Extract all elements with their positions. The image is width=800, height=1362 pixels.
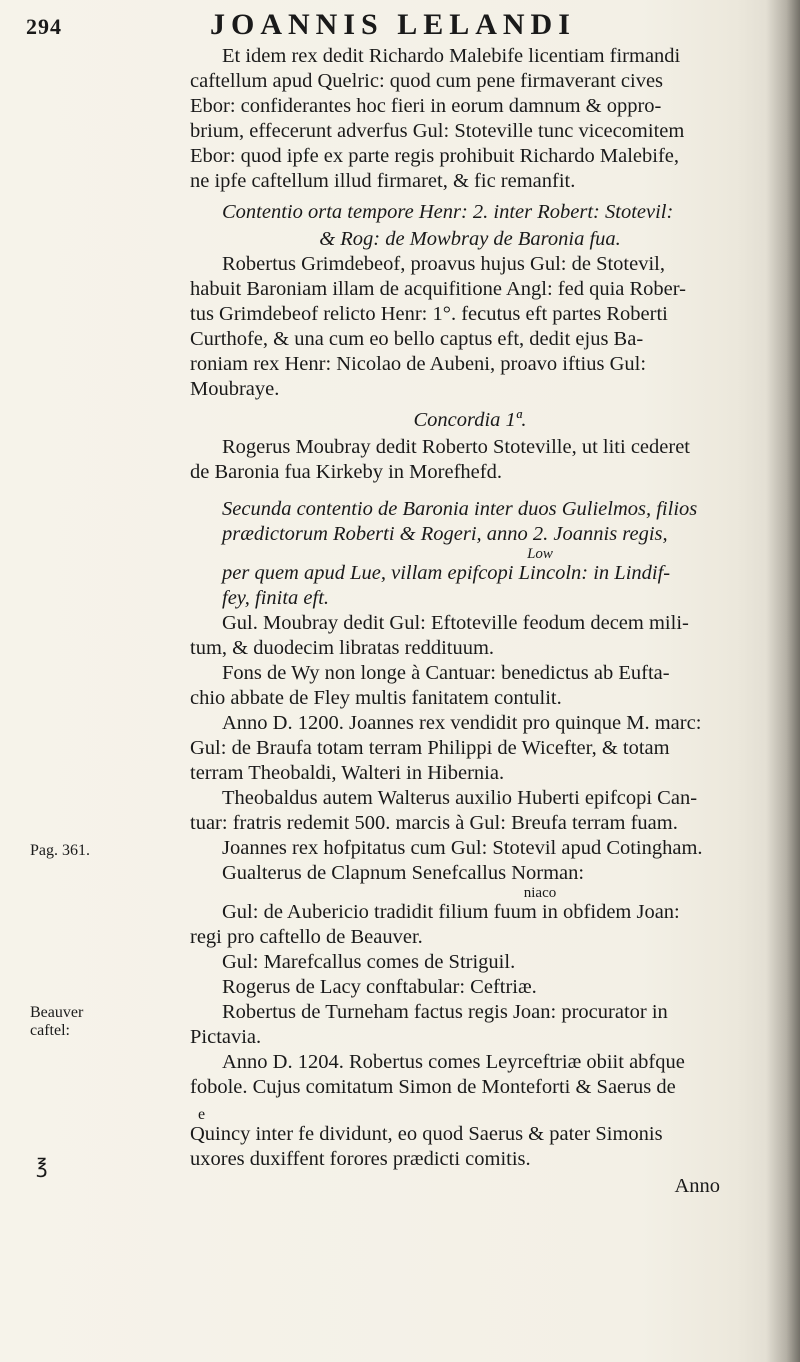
margin-note-beauver (30, 1004, 83, 1040)
text-line: tuar: fratris redemit 500. marcis à Gul: Breufa terram fuam. (190, 812, 678, 834)
text-line: Rogerus Moubray dedit Roberto Stoteville, ut liti cederet (222, 436, 690, 458)
text-line: terram Theobaldi, Walteri in Hibernia. (190, 762, 505, 784)
text-line: Gualterus de Clapnum Senefcallus Norman: (222, 862, 585, 884)
interlinear-note: niaco (523, 885, 557, 901)
text-line: ne ipfe caftellum illud firmaret, & fic remanfit. (190, 170, 576, 192)
text-line: tus Grimdebeof relicto Henr: 1°. fecutus eft partes Roberti (190, 303, 668, 325)
margin-note-page-ref: Pag. 361. (30, 842, 90, 859)
margin-mark-symbol: ℥ (36, 1156, 48, 1178)
text-line: Et idem rex dedit Richardo Malebife licentiam firmandi (222, 45, 681, 67)
section-heading: Secunda contentio de Baronia inter duos Gulielmos, filios (222, 498, 698, 520)
text-line: habuit Baroniam illam de acquifitione Angl: fed quia Rober- (190, 278, 687, 300)
text-line: caftellum apud Quelric: quod cum pene firmaverant cives (190, 70, 664, 92)
main-text-column (190, 44, 750, 1199)
text-line: Moubraye. (190, 378, 280, 400)
text-line: uxores duxiffent forores prædicti comitis. (190, 1148, 531, 1170)
section-heading: per quem apud Lue, villam epifcopi Lincoln: in Lindif- (222, 562, 671, 584)
text-line: Ebor: confiderantes hoc fieri in eorum damnum & oppro- (190, 95, 662, 117)
text-line: regi pro caftello de Beauver. (190, 926, 423, 948)
section-heading: prædictorum Roberti & Rogeri, anno 2. Joannis regis, (222, 523, 668, 545)
text-line: Pictavia. (190, 1026, 262, 1048)
text-line: Gul: de Aubericio tradidit filium fuum in obfidem Joan: (222, 901, 680, 923)
text-line: Ebor: quod ipfe ex parte regis prohibuit Richardo Malebife, (190, 145, 680, 167)
interlinear-note: Low (527, 546, 553, 562)
interlinear-note: e (198, 1106, 206, 1123)
text-line: Theobaldus autem Walterus auxilio Huberti epifcopi Can- (222, 787, 698, 809)
text-line: Joannes rex hofpitatus cum Gul: Stotevil apud Cotingham. (222, 837, 703, 859)
text-line: chio abbate de Fley multis fanitatem contulit. (190, 687, 562, 709)
text-line: Gul: de Braufa totam terram Philippi de Wicefter, & totam (190, 737, 670, 759)
text-line: Robertus Grimdebeof, proavus hujus Gul: de Stotevil, (222, 253, 665, 275)
text-line: Rogerus de Lacy conftabular: Ceftriæ. (222, 976, 537, 998)
page-edge-shadow (766, 0, 800, 1362)
text-line: Anno D. 1204. Robertus comes Leyrceftriæ obiit abfque (222, 1051, 685, 1073)
text-line: Anno D. 1200. Joannes rex vendidit pro quinque M. marc: (222, 712, 702, 734)
text-line: tum, & duodecim libratas reddituum. (190, 637, 495, 659)
text-line: Fons de Wy non longe à Cantuar: benedictus ab Eufta- (222, 662, 670, 684)
section-heading: & Rog: de Mowbray de Baronia fua. (319, 228, 621, 250)
text-line: roniam rex Henr: Nicolao de Aubeni, proavo iftius Gul: (190, 353, 647, 375)
text-line: fobole. Cujus comitatum Simon de Monteforti & Saerus de (190, 1076, 676, 1098)
running-head: JOANNIS LELANDI (210, 8, 576, 41)
text-line: Robertus de Turneham factus regis Joan: procurator in (222, 1001, 668, 1023)
text-line: Gul. Moubray dedit Gul: Eftoteville feodum decem mili- (222, 612, 689, 634)
margin-note-beauver-line1: Beauver (30, 1004, 84, 1021)
catchword: Anno (674, 1175, 720, 1197)
text-line: de Baronia fua Kirkeby in Morefhefd. (190, 461, 502, 483)
text-line: Quincy inter fe dividunt, eo quod Saerus & pater Simonis (190, 1123, 663, 1145)
page-number: 294 (26, 14, 62, 39)
section-heading: Contentio orta tempore Henr: 2. inter Robert: Stotevil: (222, 201, 674, 223)
margin-note-beauver-line2: caftel: (30, 1022, 70, 1039)
text-line: brium, effecerunt adverfus Gul: Stoteville tunc vicecomitem (190, 120, 685, 142)
spacer (190, 485, 750, 497)
section-heading: fey, finita eft. (222, 587, 330, 609)
text-line: Gul: Marefcallus comes de Striguil. (222, 951, 516, 973)
section-heading: Concordia 1ª. (413, 409, 527, 431)
text-line: Curthofe, & una cum eo bello captus eft, dedit ejus Ba- (190, 328, 644, 350)
